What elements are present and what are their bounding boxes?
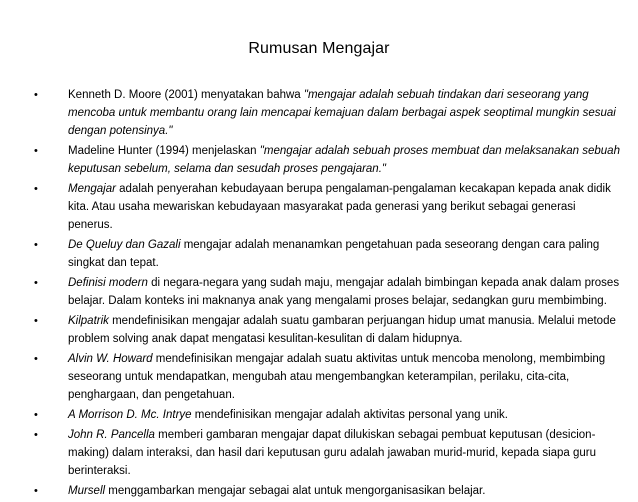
list-item [34, 274, 620, 310]
bullet-icon: • [34, 89, 38, 101]
bullet-icon: • [34, 429, 38, 441]
item-term: De Queluy dan Gazali [68, 239, 181, 251]
bullet-icon: • [34, 315, 38, 327]
bullet-icon: • [34, 145, 38, 157]
item-term: Kilpatrik [68, 315, 109, 327]
item-term: Mursell [68, 485, 106, 497]
bullet-icon: • [34, 409, 38, 421]
list-item [34, 406, 620, 424]
item-text: mendefinisikan mengajar adalah suatu gambaran perjuangan hidup umat manusia. Melalui metode problem solving anak dapat mengatasi kesulitan-kesulitan di dalam hidupnya. [68, 315, 616, 345]
item-term: A Morrison D. Mc. Intrye [68, 409, 192, 421]
bullet-icon: • [34, 277, 38, 289]
list-item [34, 482, 620, 500]
item-term: John R. Pancella [68, 429, 155, 441]
item-quote: "mengajar adalah sebuah tindakan dari seseorang yang mencoba untuk membantu orang lain mencapai kemajuan dalam berbagai aspek seoptimal mungkin sesuai dengan potensinya." [68, 89, 616, 137]
item-text: mendefinisikan mengajar adalah suatu aktivitas untuk mencoba menolong, membimbing seseorang untuk mendapatkan, mengubah atau mengembangkan keterampilan, perilaku, cita-cita, penghargaan, dan pengetahuan. [68, 353, 606, 401]
item-text: mendefinisikan mengajar adalah aktivitas personal yang unik. [191, 409, 508, 421]
item-text: Kenneth D. Moore (2001) menyatakan bahwa [68, 89, 304, 101]
bullet-icon: • [34, 239, 38, 251]
list-item [34, 312, 620, 348]
slide-title: Rumusan Mengajar [248, 40, 390, 57]
list-item [34, 426, 620, 480]
item-quote: "mengajar adalah sebuah proses membuat dan melaksanakan sebuah keputusan sebelum, selama dan sesudah proses pengajaran." [68, 145, 620, 175]
bullet-icon: • [34, 485, 38, 497]
item-term: Definisi modern [68, 277, 148, 289]
bullet-icon: • [34, 353, 38, 365]
item-text: menggambarkan mengajar sebagai alat untuk mengorganisasikan belajar. [105, 485, 486, 497]
item-text: memberi gambaran mengajar dapat dilukiskan sebagai pembuat keputusan (desicion-making) dalam interaksi, dan hasil dari keputusan guru adalah jawaban murid-murid, kepada siapa guru berinteraksi. [68, 429, 597, 477]
item-text: Madeline Hunter (1994) menjelaskan [68, 145, 260, 157]
item-term: Alvin W. Howard [68, 353, 153, 365]
bullet-icon: • [34, 183, 38, 195]
item-text: adalah penyerahan kebudayaan berupa pengalaman-pengalaman kecakapan kepada anak didik kita. Atau usaha mewariskan kebudayaan masyarakat pada generasi yang berikut sebagai generasi penerus. [68, 183, 611, 231]
item-term: Mengajar [68, 183, 116, 195]
list-item [34, 142, 620, 178]
item-text: di negara-negara yang sudah maju, mengajar adalah bimbingan kepada anak dalam proses belajar. Dalam konteks ini maknanya anak yang mengalami proses belajar, sedangkan guru membimbing. [68, 277, 620, 307]
list-item [34, 180, 620, 234]
list-item [34, 86, 620, 140]
list-item [34, 236, 620, 272]
definition-list [0, 86, 638, 502]
list-item [34, 350, 620, 404]
item-text: mengajar adalah menanamkan pengetahuan pada seseorang dengan cara paling singkat dan tepat. [68, 239, 600, 269]
